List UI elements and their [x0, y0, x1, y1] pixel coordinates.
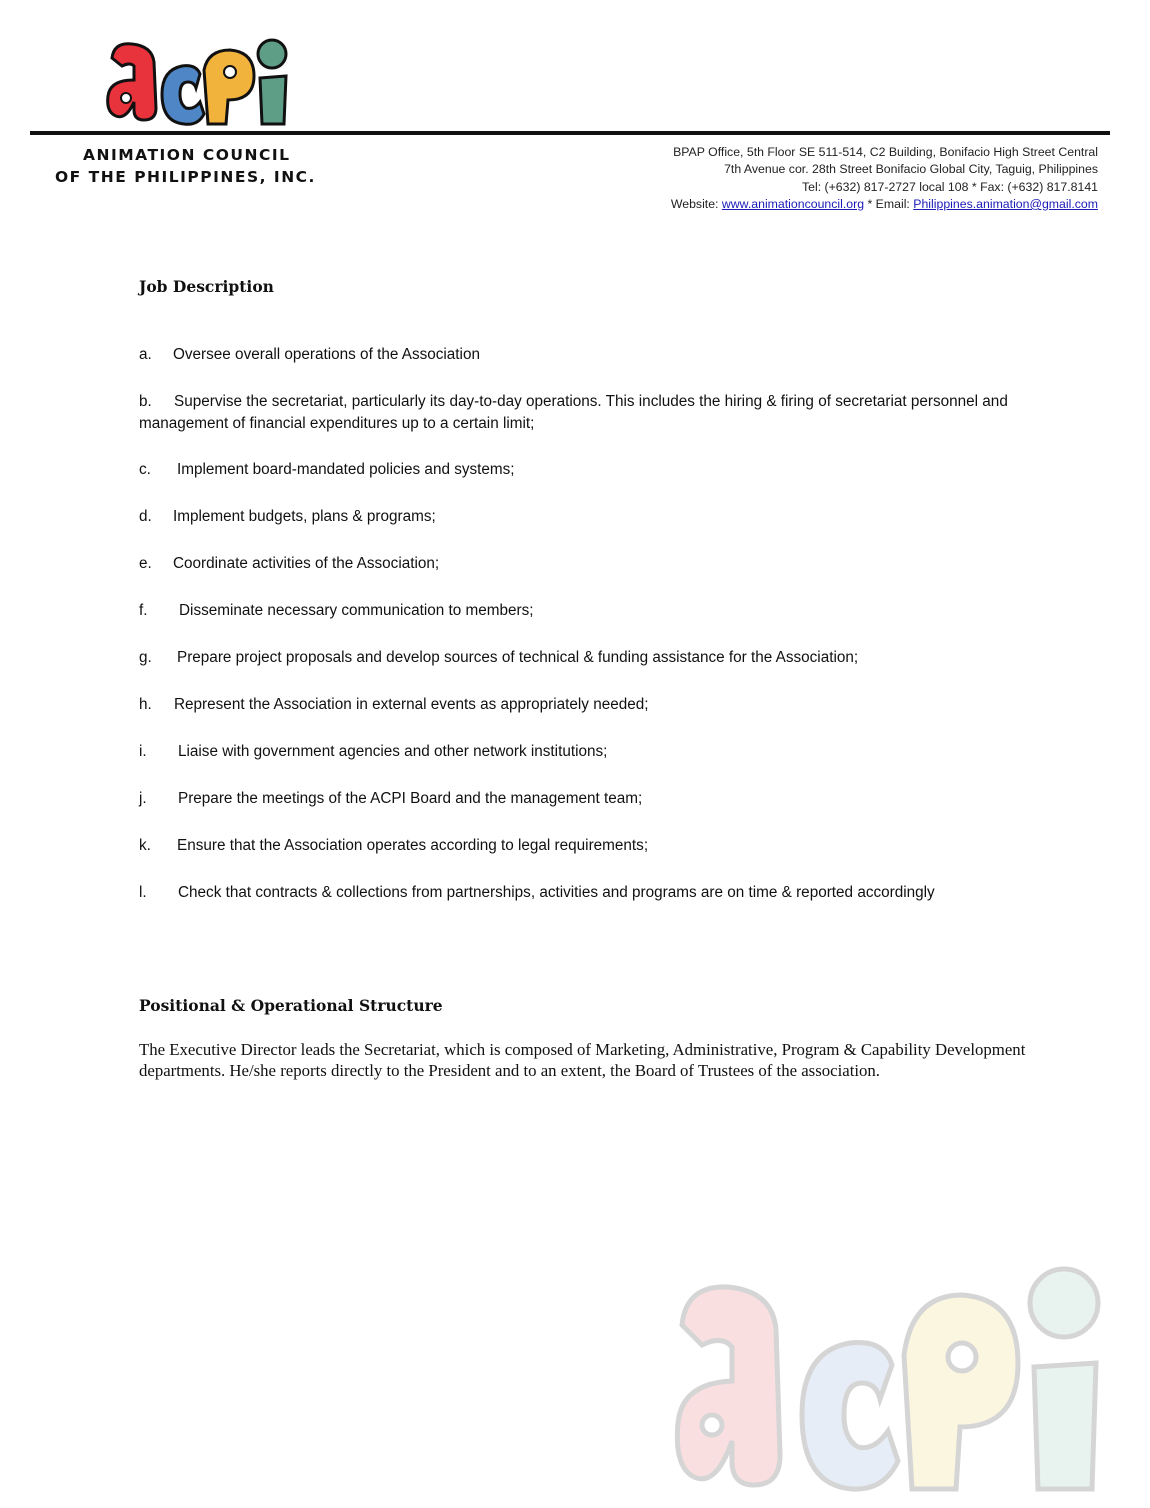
website-label: Website: — [670, 196, 722, 211]
item-text: Prepare the meetings of the ACPI Board and the management team; — [178, 790, 643, 807]
list-item — [139, 344, 1039, 366]
email-label: * Email: — [864, 196, 914, 211]
address-line2: 7th Avenue cor. 28th Street Bonifacio Global City, Taguig, Philippines — [724, 162, 1098, 177]
website-link[interactable]: www.animationcouncil.org — [721, 196, 865, 211]
list-item — [139, 553, 1039, 575]
item-letter: b. — [139, 393, 152, 410]
job-description-heading: Job Description — [139, 277, 274, 296]
list-item — [139, 647, 1039, 669]
list-item — [139, 506, 1039, 528]
header-rule — [30, 131, 1110, 135]
item-letter: a. — [139, 346, 152, 363]
list-item — [139, 459, 1039, 481]
item-text: Disseminate necessary communication to members; — [179, 602, 534, 619]
list-item — [139, 694, 1039, 716]
list-item — [139, 600, 1039, 622]
item-text: Liaise with government agencies and other network institutions; — [178, 743, 608, 760]
item-text: Represent the Association in external events as appropriately needed; — [174, 696, 649, 713]
email-link[interactable]: Philippines.animation@gmail.com — [913, 196, 1098, 211]
structure-heading: Positional & Operational Structure — [139, 996, 443, 1015]
address-line3: Tel: (+632) 817-2727 local 108 * Fax: (+632) 817.8141 — [801, 179, 1098, 194]
item-text: Implement board-mandated policies and systems; — [177, 461, 515, 478]
item-text: Coordinate activities of the Association; — [173, 555, 440, 572]
org-name-line2: OF THE PHILIPPINES, INC. — [55, 168, 316, 186]
list-item — [139, 788, 1039, 810]
acpi-logo — [104, 36, 294, 132]
contact-address — [478, 144, 1098, 213]
list-item — [139, 391, 1039, 435]
item-text: Prepare project proposals and develop sources of technical & funding assistance for the Association; — [177, 649, 859, 666]
item-letter: g. — [139, 649, 152, 666]
list-item — [139, 835, 1039, 857]
structure-paragraph: The Executive Director leads the Secretariat, which is composed of Marketing, Administrative, Program & Capability Development departments. He/she reports directly to the President and to an extent, the Board of Trustees of the association. — [139, 1040, 1026, 1080]
item-text: Check that contracts & collections from partnerships, activities and programs are on time & reported accordingly — [178, 884, 935, 901]
acpi-watermark-logo — [672, 1255, 1108, 1495]
org-name-line1: ANIMATION COUNCIL — [83, 146, 291, 164]
item-letter: i. — [139, 743, 147, 760]
item-letter: l. — [139, 884, 147, 901]
web-email-line — [478, 196, 1098, 213]
item-letter: d. — [139, 508, 152, 525]
item-text: Implement budgets, plans & programs; — [173, 508, 436, 525]
item-letter: j. — [139, 790, 147, 807]
item-letter: c. — [139, 461, 151, 478]
organization-name — [55, 144, 385, 188]
item-text: Ensure that the Association operates according to legal requirements; — [177, 837, 649, 854]
list-item — [139, 741, 1039, 763]
item-letter: k. — [139, 837, 151, 854]
address-line1: BPAP Office, 5th Floor SE 511-514, C2 Building, Bonifacio High Street Central — [673, 145, 1098, 159]
item-letter: h. — [139, 696, 152, 713]
item-text: Supervise the secretariat, particularly its day-to-day operations. This includes the hiring & firing of secretariat personnel and management of financial expenditures up to a certain limit; — [139, 393, 1008, 432]
list-item — [139, 882, 999, 904]
item-text: Oversee overall operations of the Association — [173, 346, 480, 363]
item-letter: f. — [139, 602, 148, 619]
item-letter: e. — [139, 555, 152, 572]
